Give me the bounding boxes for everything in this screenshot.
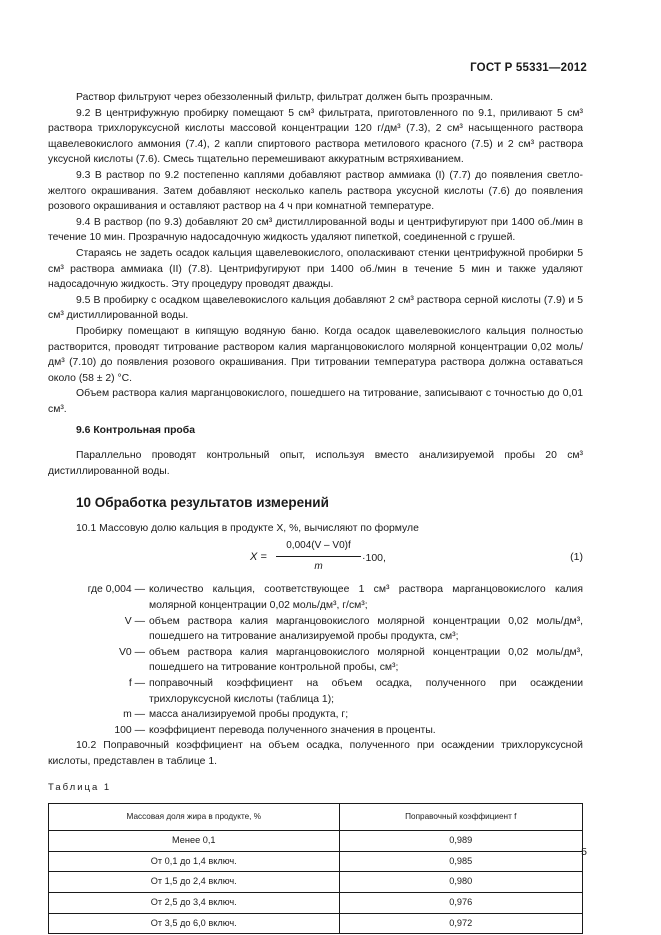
- definition-text: объем раствора калия марганцовокислого молярной концентрации 0,02 моль/дм³, пошедшего на титрование контрольной пробы, см³;: [149, 646, 583, 674]
- definition-item: [48, 614, 583, 645]
- table-cell: 0,985: [339, 851, 582, 872]
- section-heading: 10 Обработка результатов измерений: [76, 495, 329, 511]
- paragraph: 9.4 В раствор (по 9.3) добавляют 20 см³ дистиллированной воды и центрифугируют при 1400 об./мин в течение 10 мин. Прозрачную надосадочную жидкость удаляют пипеткой, соединенной с грушей.: [48, 216, 583, 244]
- formula-denominator: m: [314, 561, 323, 573]
- table-row: [49, 892, 583, 913]
- table-cell: От 3,5 до 6,0 включ.: [49, 913, 340, 934]
- definition-symbol: 100 —: [114, 724, 145, 736]
- paragraph: Объем раствора калия марганцовокислого, пошедшего на титрование, записывают с точностью до 0,01 см³.: [48, 388, 583, 415]
- definition-text: объем раствора калия марганцовокислого молярной концентрации 0,02 моль/дм³, пошедшего на титрование анализируемой пробы продукта, см³;: [149, 615, 583, 643]
- definition-text: количество кальция, соответствующее 1 см³ раствора марганцовокислого калия молярной концентрации 0,02 моль/дм³, г/см³;: [149, 584, 583, 612]
- document-code: ГОСТ Р 55331—2012: [470, 62, 587, 74]
- definition-item: [48, 645, 583, 676]
- table-header-cell: Поправочный коэффициент f: [339, 804, 582, 831]
- table-header-row: [49, 804, 583, 831]
- paragraph: Пробирку помещают в кипящую водяную баню. Когда осадок щавелевокислого кальция полностью растворится, проводят титрование раствором калия марганцовокислого молярной концентрации 0,02 моль/дм³ (7.10) до появления розового окрашивания. При титровании температура раствора должна оставаться около (58 ± 2) °С.: [48, 325, 583, 384]
- paragraph: 9.2 В центрифужную пробирку помещают 5 см³ фильтрата, приготовленного по 9.1, приливают 5 см³ раствора трихлоруксусной кислоты массовой концентрации 120 г/дм³ (7.3), 2 см³ насыщенного раствора щавелевокислого аммония (7.4), 2 капли спиртового раствора метилового красного (7.5) и 2 см³ раствора уксусной кислоты (7.6). Смесь тщательно перемешивают аккуратным встряхиванием.: [48, 107, 583, 166]
- table-row: [49, 831, 583, 852]
- table-row: [49, 913, 583, 934]
- paragraph: 9.5 В пробирку с осадком щавелевокислого кальция добавляют 2 см³ раствора серной кислоты (7.9) и 5 см³ дистиллированной воды.: [48, 294, 583, 322]
- definition-symbol: V —: [124, 615, 145, 627]
- paragraph: 10.2 Поправочный коэффициент на объем осадка, полученного при осаждении трихлоруксусной кислоты, представлен в таблице 1.: [48, 740, 583, 767]
- table-cell: От 1,5 до 2,4 включ.: [49, 872, 340, 893]
- table-cell: От 0,1 до 1,4 включ.: [49, 851, 340, 872]
- table-cell: 0,976: [339, 892, 582, 913]
- definition-text: поправочный коэффициент на объем осадка, полученного при осаждении трихлоруксусной кислоты (таблица 1);: [149, 678, 583, 705]
- formula-number: (1): [570, 551, 583, 564]
- table-cell: От 2,5 до 3,4 включ.: [49, 892, 340, 913]
- definition-text: коэффициент перевода полученного значения в проценты.: [149, 724, 436, 736]
- table-row: [49, 851, 583, 872]
- paragraph: Раствор фильтруют через обеззоленный фильтр, фильтрат должен быть прозрачным.: [76, 92, 494, 103]
- formula-fraction: [276, 538, 361, 574]
- table-cell: 0,989: [339, 831, 582, 852]
- formula-numerator: 0,004(V – V0)f: [276, 538, 361, 557]
- formula: [48, 538, 583, 578]
- page-number: 5: [581, 846, 587, 858]
- paragraph: 9.3 В раствор по 9.2 постепенно каплями добавляют раствор аммиака (I) (7.7) до появления светло-желтого окрашивания. Затем добавляют несколько капель раствора уксусной кислоты (7.6) до появления розового окрашивания и оставляют раствор на 4 ч при комнатной температуре.: [48, 169, 583, 213]
- document-body: [48, 90, 583, 934]
- paragraph: Параллельно проводят контрольный опыт, используя вместо анализируемой пробы 20 см³ дистиллированной воды.: [48, 450, 583, 477]
- definition-item: [48, 707, 583, 723]
- table-row: [49, 872, 583, 893]
- definition-item: [48, 676, 583, 707]
- table-cell: 0,980: [339, 872, 582, 893]
- definition-symbol: где 0,004 —: [87, 584, 145, 596]
- coefficient-table: [48, 803, 583, 934]
- table-cell: 0,972: [339, 913, 582, 934]
- definition-symbol: m —: [123, 709, 145, 721]
- paragraph: 10.1 Массовую долю кальция в продукте X, %, вычисляют по формуле: [76, 522, 419, 534]
- definition-symbol: V0 —: [119, 646, 145, 658]
- subsection-heading: 9.6 Контрольная проба: [76, 425, 195, 437]
- definition-text: масса анализируемой пробы продукта, г;: [149, 709, 349, 721]
- definition-symbol: f —: [128, 678, 145, 689]
- table-caption: Таблица 1: [48, 781, 112, 793]
- paragraph: Стараясь не задеть осадок кальция щавелевокислого, ополаскивают стенки центрифужной пробирки 5 см³ раствора аммиака (II) (7.8). Центрифугируют при 1400 об./мин в течение 5 мин и также удаляют надосадочную жидкость. Эту процедуру проводят дважды.: [48, 247, 583, 291]
- table-cell: Менее 0,1: [49, 831, 340, 852]
- table-header-cell: Массовая доля жира в продукте, %: [49, 804, 340, 831]
- definitions-list: [48, 582, 583, 738]
- definition-item: [48, 723, 583, 739]
- formula-lhs: X =: [250, 551, 267, 564]
- formula-multiplier: ·100,: [362, 552, 386, 565]
- definition-item: [48, 582, 583, 613]
